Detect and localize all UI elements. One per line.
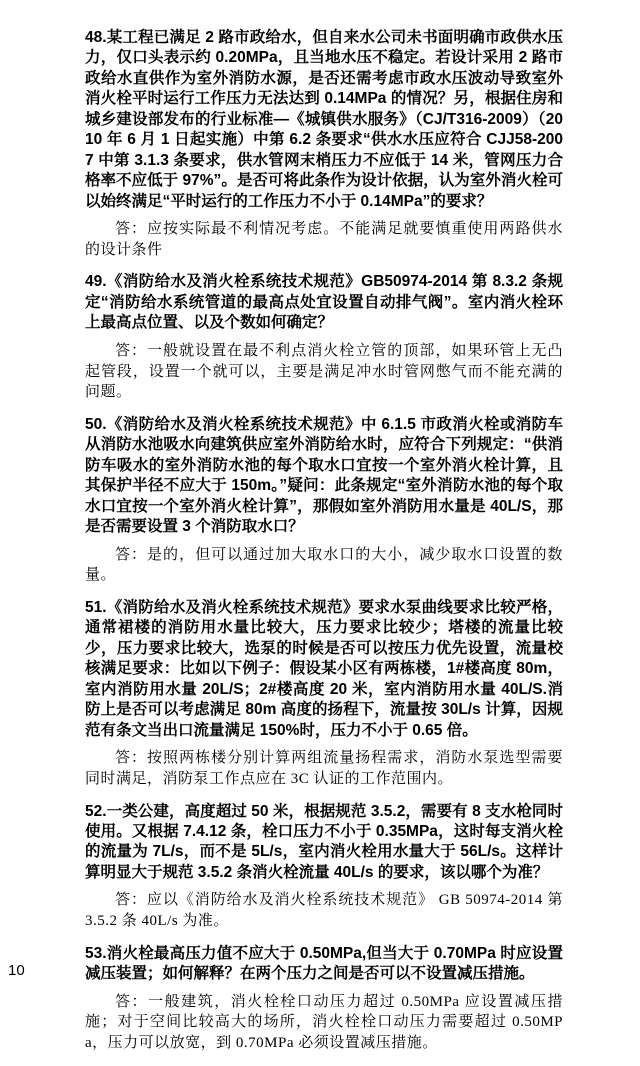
answer-49: 答：一般就设置在最不利点消火栓立管的顶部，如果环管上无凸起管段，设置一个就可以，主要是满足冲水时管网憋气而不能充满的问题。 <box>85 342 563 401</box>
qa-item-53 <box>85 944 563 1054</box>
page-number: 10 <box>8 962 25 979</box>
answer-51: 答：按照两栋楼分别计算两组流量扬程需求，消防水泵选型需要同时满足，消防泵工作点应在 3C 认证的工作范围内。 <box>85 750 563 787</box>
answer-48: 答：应按实际最不利情况考虑。不能满足就要慎重使用两路供水的设计条件 <box>85 221 563 258</box>
qa-item-49 <box>85 272 563 402</box>
answer-52: 答：应以《消防给水及消火栓系统技术规范》 GB 50974-2014 第 3.5.2 条 40L/s 为准。 <box>85 892 563 930</box>
question-50: 50.《消防给水及消火栓系统技术规范》中 6.1.5 市政消火栓或消防车从消防水池吸水向建筑供应室外消防给水时，应符合下列规定：“供消防车吸水的室外消防水池的每个取水口宜按一个室外消火栓计算，且其保护半径不应大于 150m。”疑问：此条规定“室外消防水池的每个取水口宜按一个室外消火栓计算”，那假如室外消防用水量是 40L/S，那是否需要设置 3 个消防取水口？ <box>85 415 563 536</box>
qa-item-52 <box>85 802 563 932</box>
question-49: 49.《消防给水及消火栓系统技术规范》GB50974-2014 第 8.3.2 条规定“消防给水系统管道的最高点处宜设置自动排气阀”。室内消火栓环上最高点位置、以及个数如何确定？ <box>85 273 563 332</box>
question-52: 52.一类公建，高度超过 50 米，根据规范 3.5.2，需要有 8 支水枪同时使用。又根据 7.4.12 条，栓口压力不小于 0.35MPa，这时每支消火栓的流量为 7L/s，而不是 5L/s，室内消火栓用水量大于 56L/s。这样计算明显大于规范 3.5.2 条消火栓流量 40L/s 的要求，该以哪个为准？ <box>85 802 563 881</box>
answer-50: 答：是的，但可以通过加大取水口的大小，减少取水口设置的数量。 <box>85 546 563 584</box>
answer-53: 答：一般建筑，消火栓栓口动压力超过 0.50MPa 应设置减压措施；对于空间比较高大的场所，消火栓栓口动压力需要超过 0.50MPa，压力可以放宽，到 0.70MPa 必须设置减压措施。 <box>85 993 563 1051</box>
qa-item-51 <box>85 598 563 790</box>
qa-item-48 <box>85 28 563 260</box>
question-48: 48.某工程已满足 2 路市政给水，但自来水公司未书面明确市政供水压力，仅口头表示约 0.20MPa，且当地水压不稳定。若设计采用 2 路市政给水直供作为室外消防水源，是否还需考虑市政水压波动导致室外消火栓平时运行工作压力无法达到 0.14MPa 的情况？另，根据住房和城乡建设部发布的行业标准—《城镇供水服务》（CJ/T316-2009）（2010 年 6 月 1 日起实施）中第 6.2 条要求“供水水压应符合 CJJ58-2007 中第 3.1.3 条要求，供水管网末梢压力不应低于 14 米，管网压力合格率不应低于 97%”。是否可将此条作为设计依据，认为室外消火栓可以始终满足“平时运行的工作压力不小于 0.14MPa”的要求？ <box>85 29 563 210</box>
qa-content <box>85 28 563 1066</box>
question-51: 51.《消防给水及消火栓系统技术规范》要求水泵曲线要求比较严格，通常裙楼的消防用水量比较大，压力要求比较少；塔楼的流量比较少，压力要求比较大，选泵的时候是否可以按压力优先设置，流量校核满足要求：比如以下例子：假设某小区有两栋楼，1#楼高度 80m，室内消防用水量 20L/S；2#楼高度 20 米，室内消防用水量 40L/S.消防上是否可以考虑满足 80m 高度的扬程下，流量按 30L/s 计算，因规范有条文当出口流量满足 150%时，压力不小于 0.65 倍。 <box>85 598 563 739</box>
qa-item-50 <box>85 415 563 586</box>
question-53: 53.消火栓最高压力值不应大于 0.50MPa,但当大于 0.70MPa 时应设置减压装置；如何解释？在两个压力之间是否可以不设置减压措施。 <box>85 944 563 983</box>
